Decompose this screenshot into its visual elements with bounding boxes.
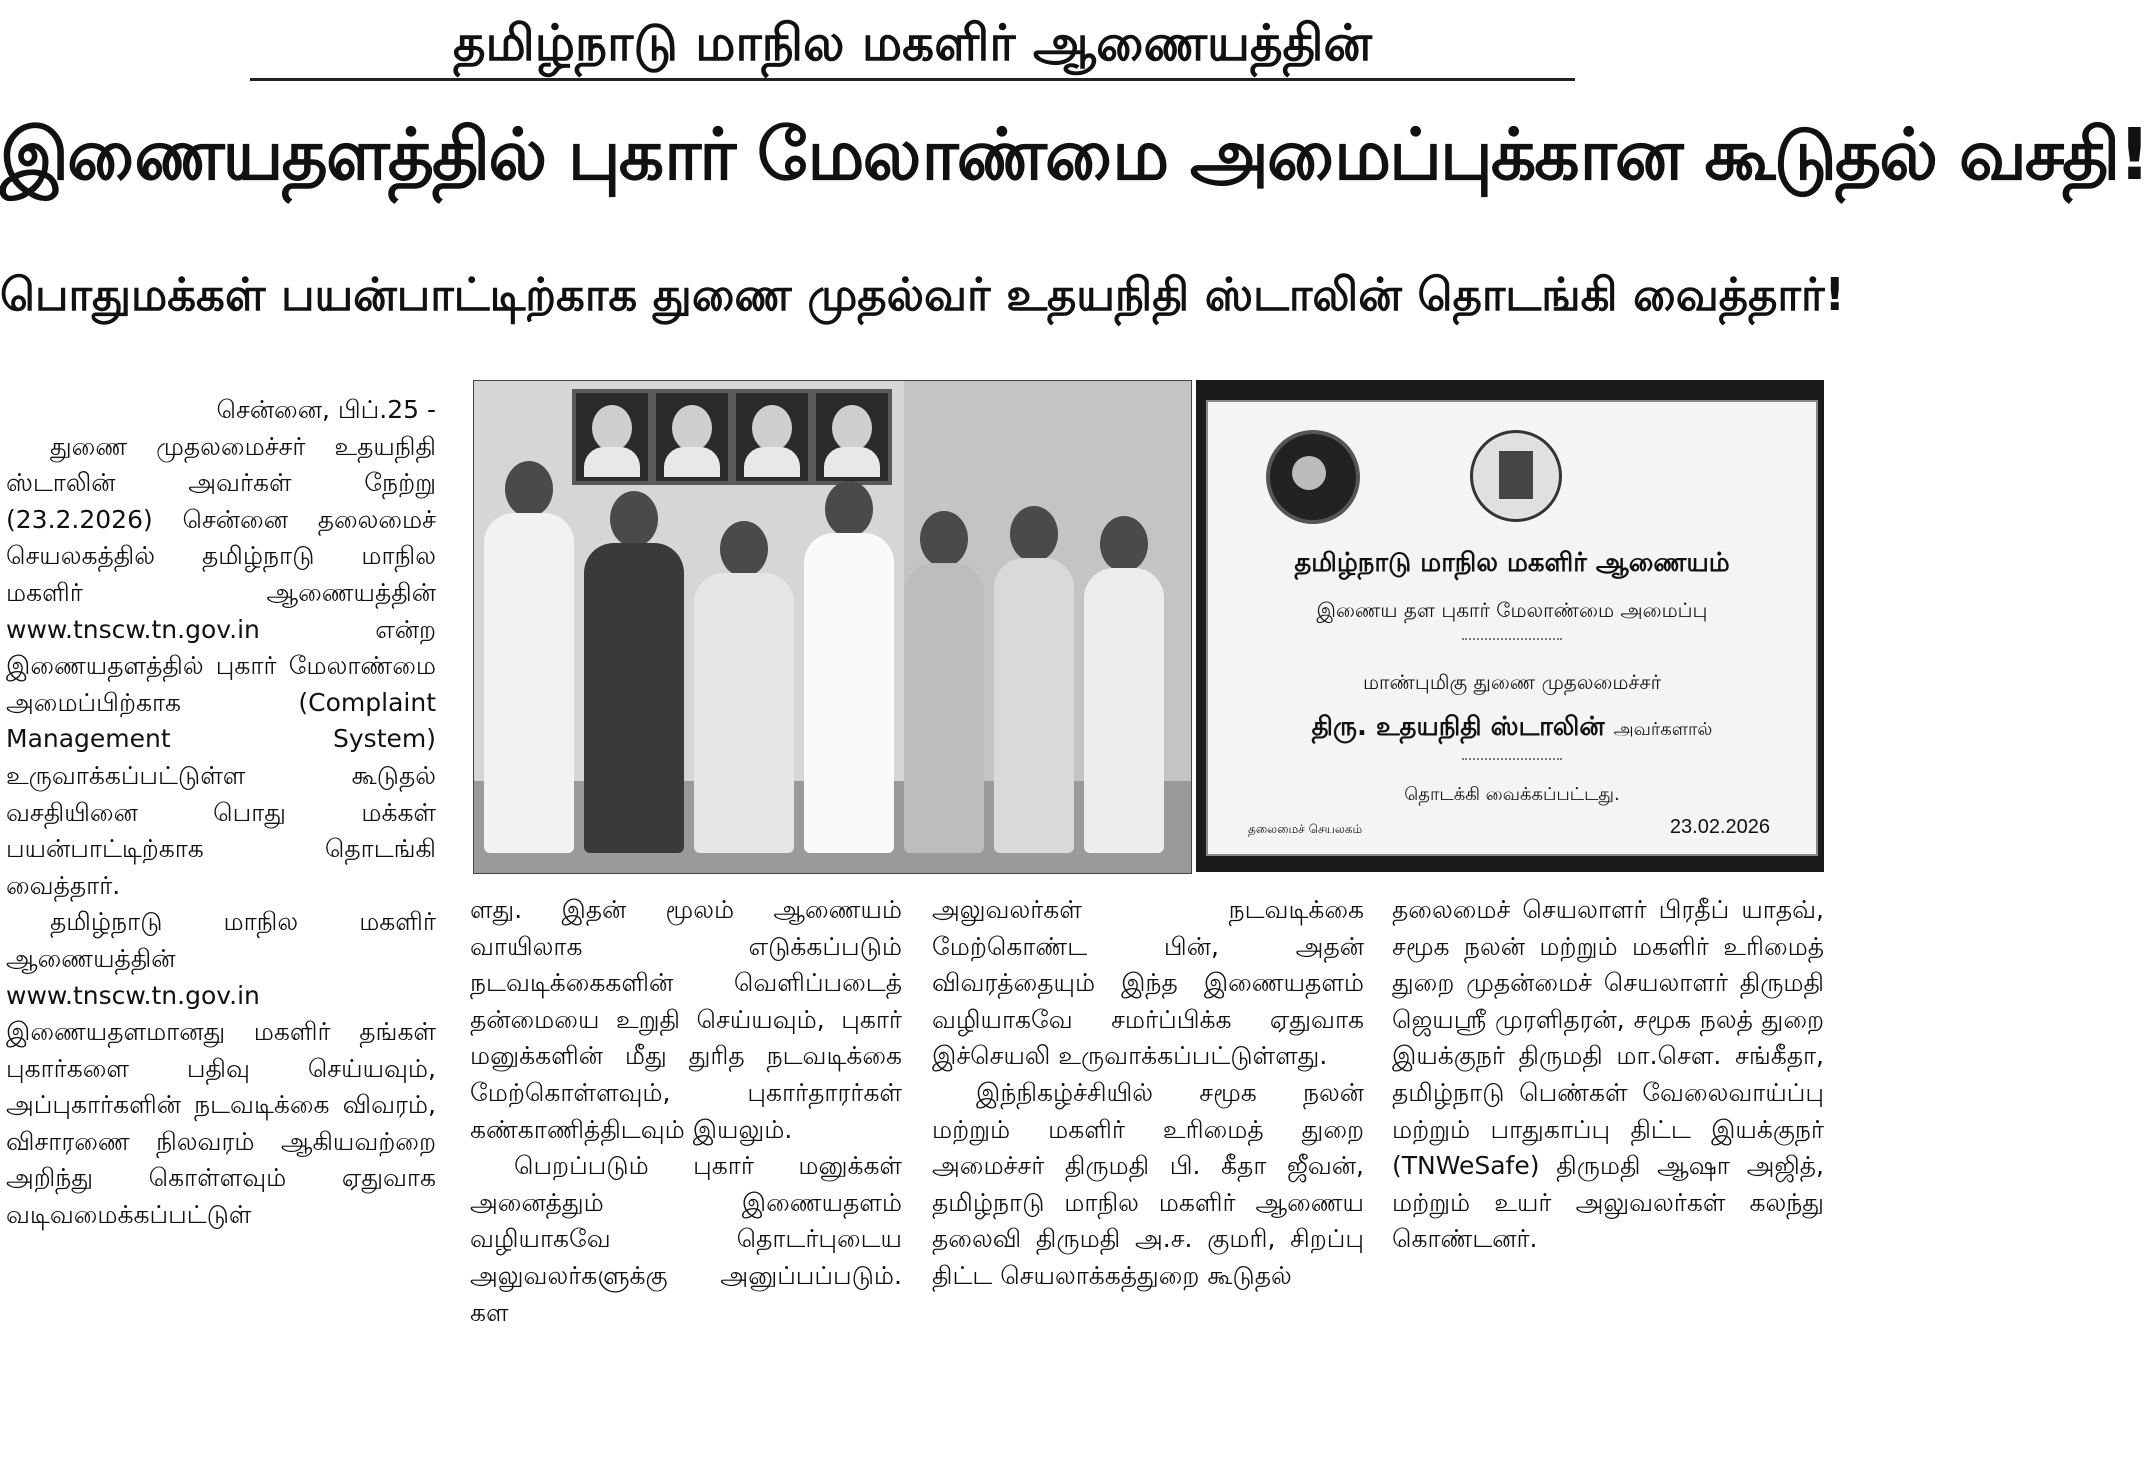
plaque-role: மாண்புமிகு துணை முதலமைச்சர் bbox=[1362, 670, 1662, 694]
state-emblem-icon bbox=[1470, 430, 1562, 522]
inauguration-plaque bbox=[1196, 380, 1824, 872]
plaque-name-suffix: அவர்களால் bbox=[1613, 719, 1713, 740]
plaque-org: தமிழ்நாடு மாநில மகளிர் ஆணையம் bbox=[1294, 548, 1730, 578]
paragraph-2-start: தமிழ்நாடு மாநில மகளிர் ஆணையத்தின் www.tnscw.tn.gov.in இணையதளமானது மகளிர் தங்கள் புகார்களை பதிவு செய்யவும், அப்புகார்களின் நடவடிக்கை விவரம், விசாரணை நிலவரம் ஆகியவற்றை அறிந்து கொள்ளவும் ஏதுவாக வடிவமைக்கப்பட்டுள் bbox=[6, 907, 436, 1230]
portrait-frame-2 bbox=[652, 389, 732, 485]
person-7 bbox=[1084, 516, 1164, 861]
article-column-1 bbox=[6, 392, 436, 1234]
plaque-date: 23.02.2026 bbox=[1669, 816, 1770, 838]
paragraph-2-end: ளது. இதன் மூலம் ஆணையம் வாயிலாக எடுக்கப்படும் நடவடிக்கைகளின் வெளிப்படைத் தன்மையை உறுதி செய்யவும், புகார் மனுக்களின் மீது துரித நடவடிக்கை மேற்கொள்ளவும், புகார்தாரர்கள் கண்காணித்திடவும் இயலும். bbox=[470, 895, 902, 1144]
paragraph-1: துணை முதலமைச்சர் உதயநிதி ஸ்டாலின் அவர்கள் நேற்று (23.2.2026) சென்னை தலைமைச் செயலகத்தில் தமிழ்நாடு மாநில மகளிர் ஆணையத்தின் www.tnscw.tn.gov.in என்ற இணையதளத்தில் புகார் மேலாண்மை அமைப்பிற்காக (Complaint Management System) உருவாக்கப்பட்டுள்ள கூடுதல் வசதியினை பொது மக்கள் பயன்பாட்டிற்காக தொடங்கி வைத்தார். bbox=[6, 431, 436, 900]
plaque-system: இணைய தள புகார் மேலாண்மை அமைப்பு bbox=[1316, 598, 1708, 622]
plaque-name-text: திரு. உதயநிதி ஸ்டாலின் bbox=[1311, 712, 1605, 742]
plaque-divider-1 bbox=[1462, 638, 1562, 640]
paragraph-4-start: இந்நிகழ்ச்சியில் சமூக நலன் மற்றும் மகளிர் உரிமைத் துறை அமைச்சர் திருமதி பி. கீதா ஜீவன், தமிழ்நாடு மாநில மகளிர் ஆணைய தலைவி திருமதி அ.ச. குமரி, சிறப்பு திட்ட செயலாக்கத்துறை கூடுதல் bbox=[932, 1077, 1364, 1290]
event-photo bbox=[473, 380, 1192, 874]
plaque-panel bbox=[1206, 400, 1818, 856]
subheadline: பொதுமக்கள் பயன்பாட்டிற்காக துணை முதல்வர் உதயநிதி ஸ்டாலின் தொடங்கி வைத்தார்! bbox=[0, 268, 1845, 321]
paragraph-4-end: தலைமைச் செயலாளர் பிரதீப் யாதவ், சமூக நலன் மற்றும் மகளிர் உரிமைத் துறை முதன்மைச் செயலாளர் திருமதி ஜெயஸ்ரீ முரளிதரன், சமூக நலத் துறை இயக்குநர் திருமதி மா.சௌ. சங்கீதா, தமிழ்நாடு பெண்கள் வேலைவாய்ப்பு மற்றும் பாதுகாப்பு திட்ட இயக்குநர் (TNWeSafe) திருமதி ஆஷா அஜித், மற்றும் உயர் அலுவலர்கள் கலந்து கொண்டனர். bbox=[1392, 895, 1824, 1254]
plaque-place: தலைமைச் செயலகம் bbox=[1248, 822, 1363, 836]
paragraph-3-end: அலுவலர்கள் நடவடிக்கை மேற்கொண்ட பின், அதன் விவரத்தையும் இந்த இணையதளம் வழியாகவே சமர்ப்பிக்க ஏதுவாக இச்செயலி உருவாக்கப்பட்டுள்ளது. bbox=[932, 895, 1364, 1071]
person-3 bbox=[694, 521, 794, 861]
headline: இணையதளத்தில் புகார் மேலாண்மை அமைப்புக்கான கூடுதல் வசதி! bbox=[0, 113, 2149, 196]
person-2 bbox=[584, 491, 684, 861]
person-5 bbox=[904, 511, 984, 861]
person-4 bbox=[804, 481, 894, 861]
plaque-divider-2 bbox=[1462, 758, 1562, 760]
paragraph-3-start: பெறப்படும் புகார் மனுக்கள் அனைத்தும் இணையதளம் வழியாகவே தொடர்புடைய அலுவலர்களுக்கு அனுப்பப்படும். கள bbox=[470, 1151, 902, 1327]
portrait-frame-3 bbox=[732, 389, 812, 485]
portrait-frame-1 bbox=[572, 389, 652, 485]
article-column-2 bbox=[470, 892, 902, 1331]
kicker-title: தமிழ்நாடு மாநில மகளிர் ஆணையத்தின் bbox=[250, 8, 1575, 81]
commission-logo-icon bbox=[1266, 430, 1360, 524]
dateline: சென்னை, பிப்.25 - bbox=[216, 395, 436, 424]
plaque-action: தொடக்கி வைக்கப்பட்டது. bbox=[1404, 784, 1620, 805]
article-column-4 bbox=[1392, 892, 1824, 1258]
portrait-frame-4 bbox=[812, 389, 892, 485]
article-column-3 bbox=[932, 892, 1364, 1295]
plaque-name bbox=[1208, 712, 1816, 745]
person-1 bbox=[484, 461, 574, 861]
person-6 bbox=[994, 506, 1074, 861]
